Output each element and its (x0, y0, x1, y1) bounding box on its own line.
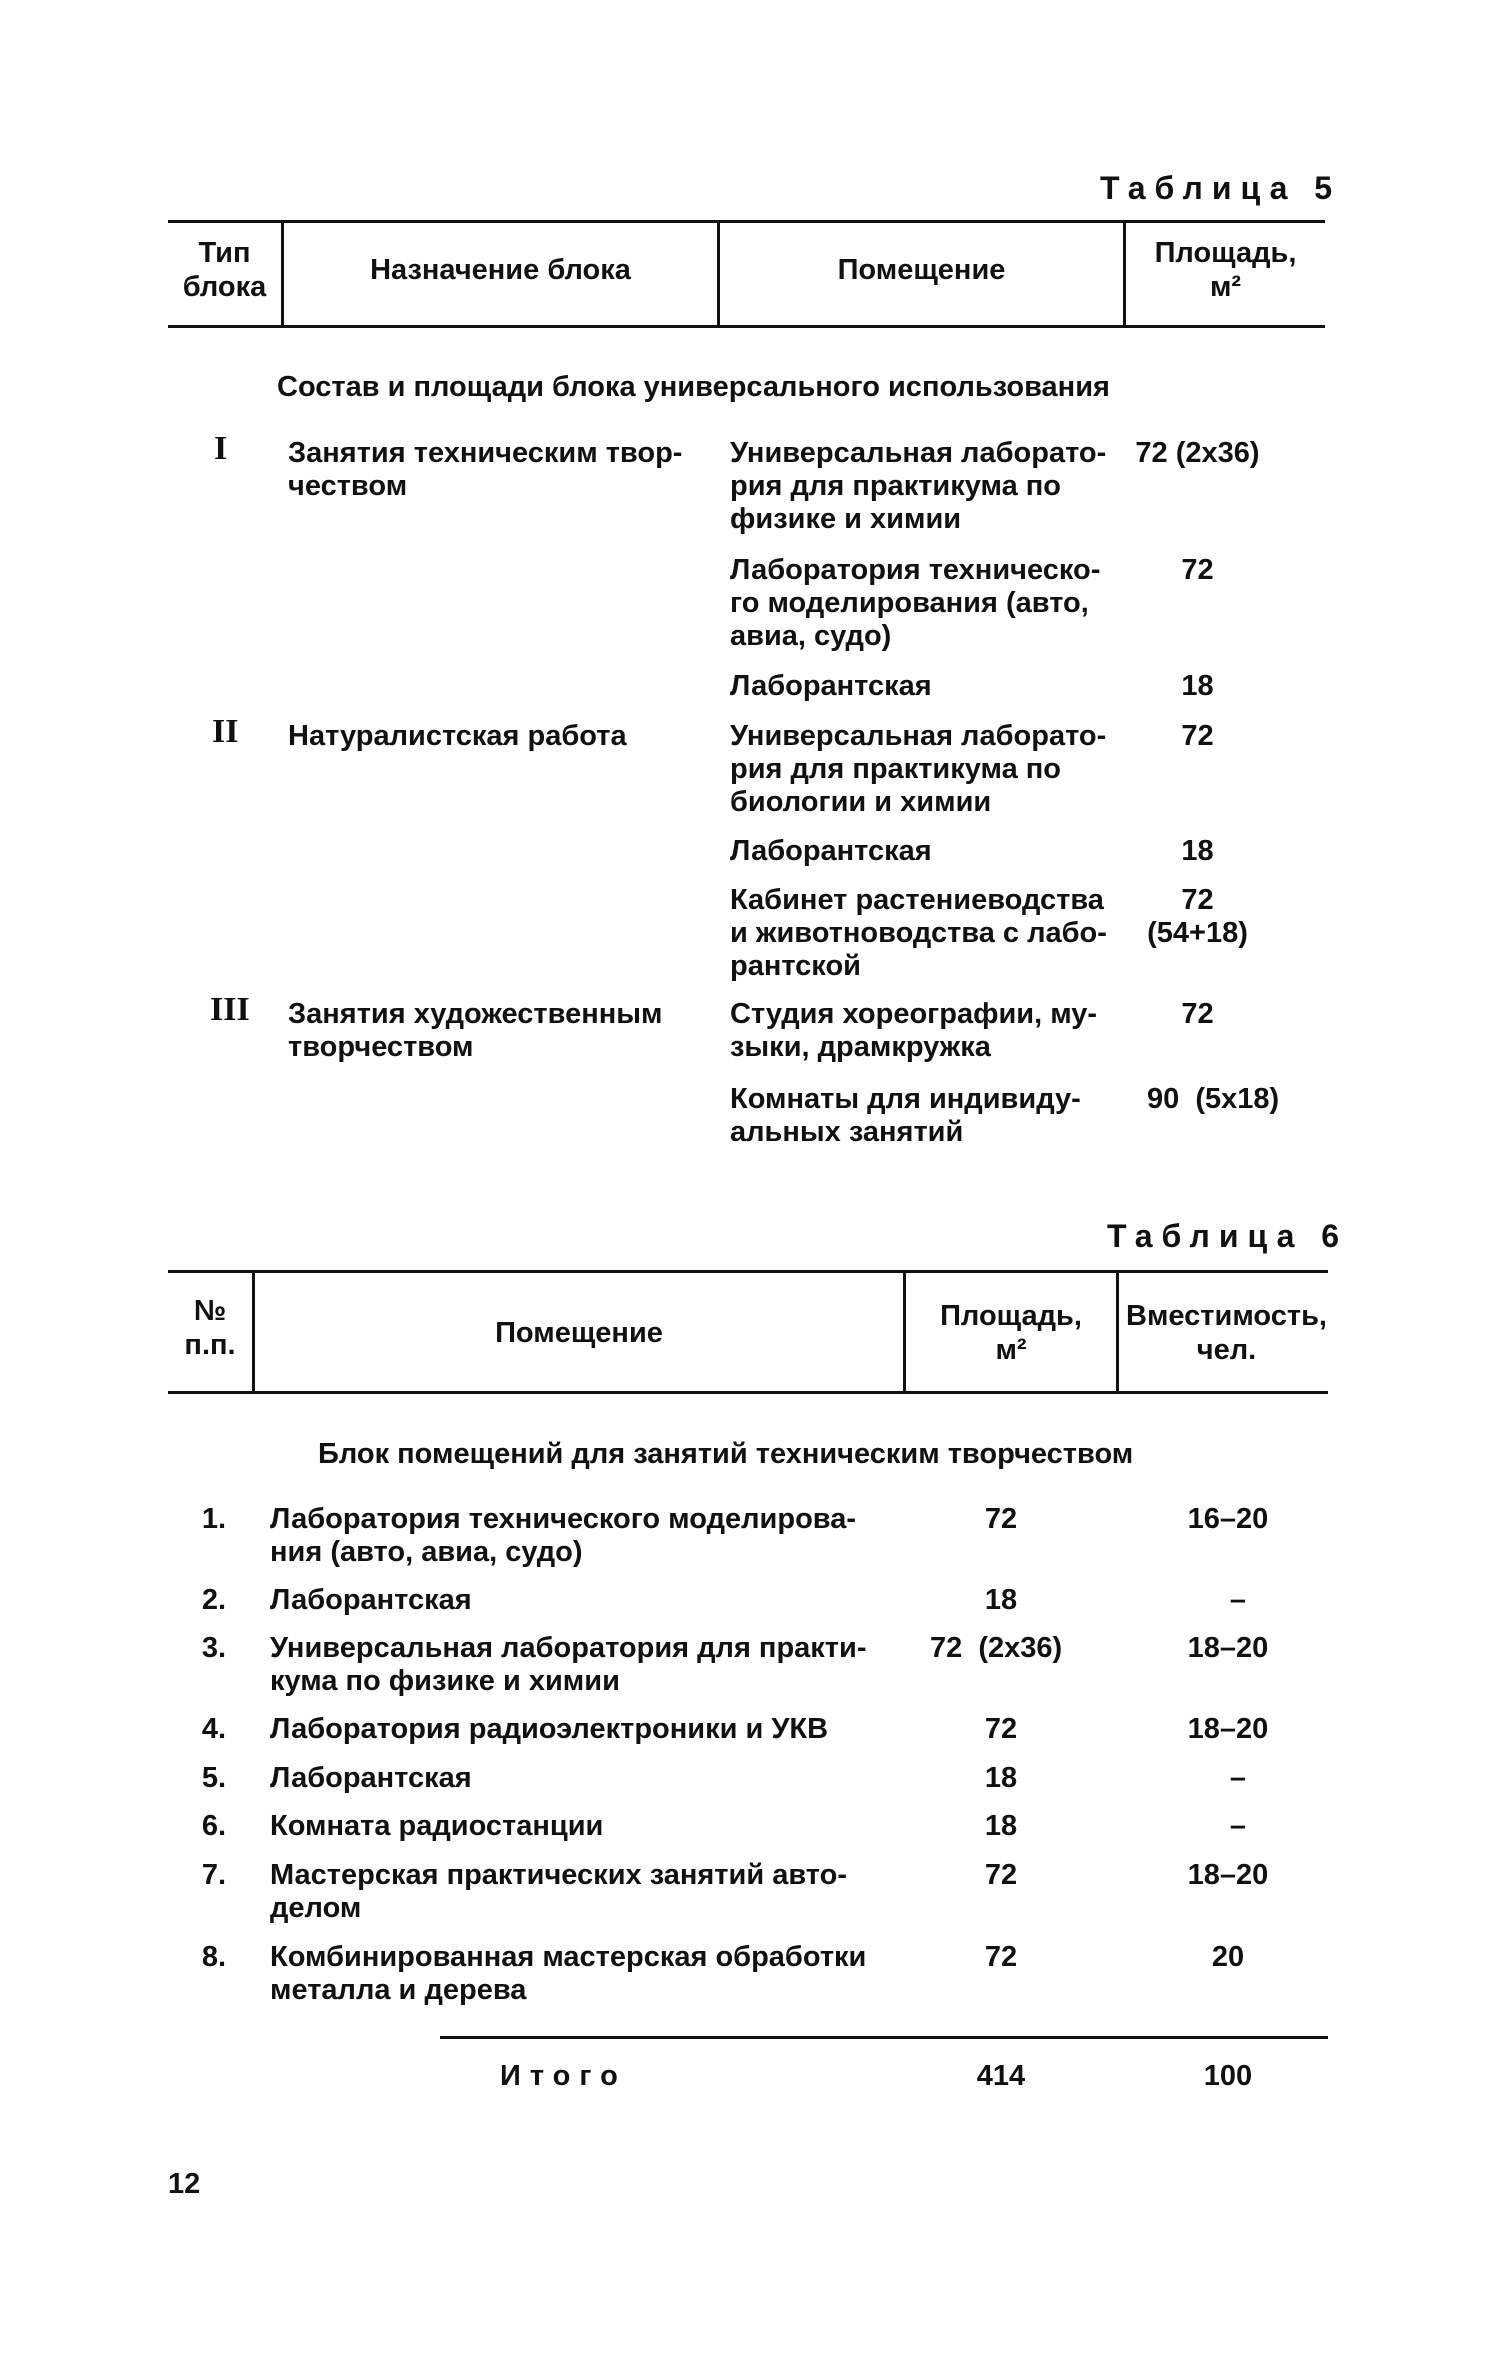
table5-row1-type: I (214, 430, 228, 467)
table6-row1-area: 72 (984, 1503, 1018, 1535)
table6-row2-area: 18 (984, 1584, 1018, 1616)
table5-row2-room: Лаборатория техническо- го моделирования (авто, авиа, судо) (730, 554, 1101, 652)
table6-row6-num: 6. (201, 1810, 226, 1842)
table6-row2-room: Лаборантская (270, 1584, 472, 1616)
table6-header-num: № п.п. (184, 1295, 236, 1361)
table6-header-room: Помещение (495, 1317, 663, 1349)
table6-row5-area: 18 (984, 1762, 1018, 1794)
table6-caption: Таблица 6 (1107, 1218, 1349, 1254)
table6-row8-capacity: 20 (1211, 1941, 1245, 1973)
table5-row3-room: Лаборантская (730, 670, 932, 702)
table6-total-capacity: 100 (1203, 2060, 1253, 2092)
table5-row4-room: Универсальная лаборато- рия для практикума по биологии и химии (730, 720, 1107, 818)
table6-row2-capacity: – (1229, 1584, 1247, 1616)
table6-header-area: Площадь, м² (940, 1300, 1082, 1366)
table6-row1-num: 1. (201, 1503, 226, 1535)
table6-row3-num: 3. (201, 1632, 226, 1664)
table6-row4-capacity: 18–20 (1187, 1713, 1269, 1745)
table5-row1-purpose: Занятия техническим твор- чеством (288, 437, 683, 502)
table6-row6-capacity: – (1229, 1810, 1247, 1842)
table5-row4-purpose: Натуралистская работа (288, 720, 627, 752)
table5-row7-purpose: Занятия художественным творчеством (288, 998, 663, 1063)
table6-total-rule (440, 2036, 1328, 2039)
table6-total-area: 414 (976, 2060, 1026, 2092)
table5-header-type: Тип блока (182, 237, 267, 303)
table5-header-purpose: Назначение блока (370, 254, 631, 286)
table5-top-rule (168, 220, 1325, 223)
table5-caption: Таблица 5 (1100, 170, 1342, 206)
table6-row3-area: 72 (2x36) (930, 1632, 1063, 1664)
table5-header-room: Помещение (837, 254, 1006, 286)
table6-row4-area: 72 (984, 1713, 1018, 1745)
table6-row7-capacity: 18–20 (1187, 1859, 1269, 1891)
table5-row2-area: 72 (1181, 554, 1214, 586)
table6-header-capacity: Вместимость, чел. (1126, 1300, 1327, 1366)
table6-row1-capacity: 16–20 (1187, 1503, 1269, 1535)
table6-row8-room: Комбинированная мастерская обработки металла и дерева (270, 1941, 867, 2006)
table6-row4-room: Лаборатория радиоэлектроники и УКВ (270, 1713, 829, 1745)
table5-row8-room: Комнаты для индивиду- альных занятий (730, 1083, 1081, 1148)
table6-row4-num: 4. (201, 1713, 226, 1745)
table5-row1-room: Универсальная лаборато- рия для практикума по физике и химии (730, 437, 1107, 535)
table5-row3-area: 18 (1181, 670, 1214, 702)
table6-row3-capacity: 18–20 (1187, 1632, 1269, 1664)
table5-row5-room: Лаборантская (730, 835, 932, 867)
table5-row4-area: 72 (1181, 720, 1214, 752)
table6-row8-area: 72 (984, 1941, 1018, 1973)
table5-section-title: Состав и площади блока универсального использования (277, 371, 1110, 403)
table5-header-rule (168, 325, 1325, 328)
table5-row1-area: 72 (2x36) (1135, 437, 1260, 469)
page-number: 12 (168, 2168, 201, 2200)
table6-row7-area: 72 (984, 1859, 1018, 1891)
table5-row7-area: 72 (1181, 998, 1214, 1030)
table6-row6-room: Комната радиостанции (270, 1810, 604, 1842)
table6-row5-num: 5. (201, 1762, 226, 1794)
table6-row5-room: Лаборантская (270, 1762, 472, 1794)
table5-row8-area: 90 (5x18) (1147, 1083, 1280, 1115)
table6-header-rule (168, 1391, 1328, 1394)
table5-row6-room: Кабинет растениеводства и животноводства с лабо- рантской (730, 884, 1107, 982)
table5-row7-room: Студия хореографии, му- зыки, драмкружка (730, 998, 1098, 1063)
table6-row7-room: Мастерская практических занятий авто- делом (270, 1859, 847, 1924)
table6-row7-num: 7. (201, 1859, 226, 1891)
table6-row6-area: 18 (984, 1810, 1018, 1842)
table5-row7-type: III (210, 991, 250, 1028)
table5-row4-type: II (212, 713, 239, 750)
table5-header-area: Площадь, м² (1154, 237, 1297, 303)
table6-total-label: Итого (500, 2060, 627, 2092)
table5-row5-area: 18 (1181, 835, 1214, 867)
table6-row5-capacity: – (1229, 1762, 1247, 1794)
table6-row1-room: Лаборатория технического моделирова- ния (авто, авиа, судо) (270, 1503, 857, 1568)
table6-top-rule (168, 1270, 1328, 1273)
table6-row2-num: 2. (201, 1584, 226, 1616)
table5-row6-area: 72 (54+18) (1147, 884, 1248, 949)
table6-row3-room: Универсальная лаборатория для практи- кума по физике и химии (270, 1632, 867, 1697)
table6-row8-num: 8. (201, 1941, 226, 1973)
table6-section-title: Блок помещений для занятий техническим творчеством (318, 1438, 1134, 1470)
